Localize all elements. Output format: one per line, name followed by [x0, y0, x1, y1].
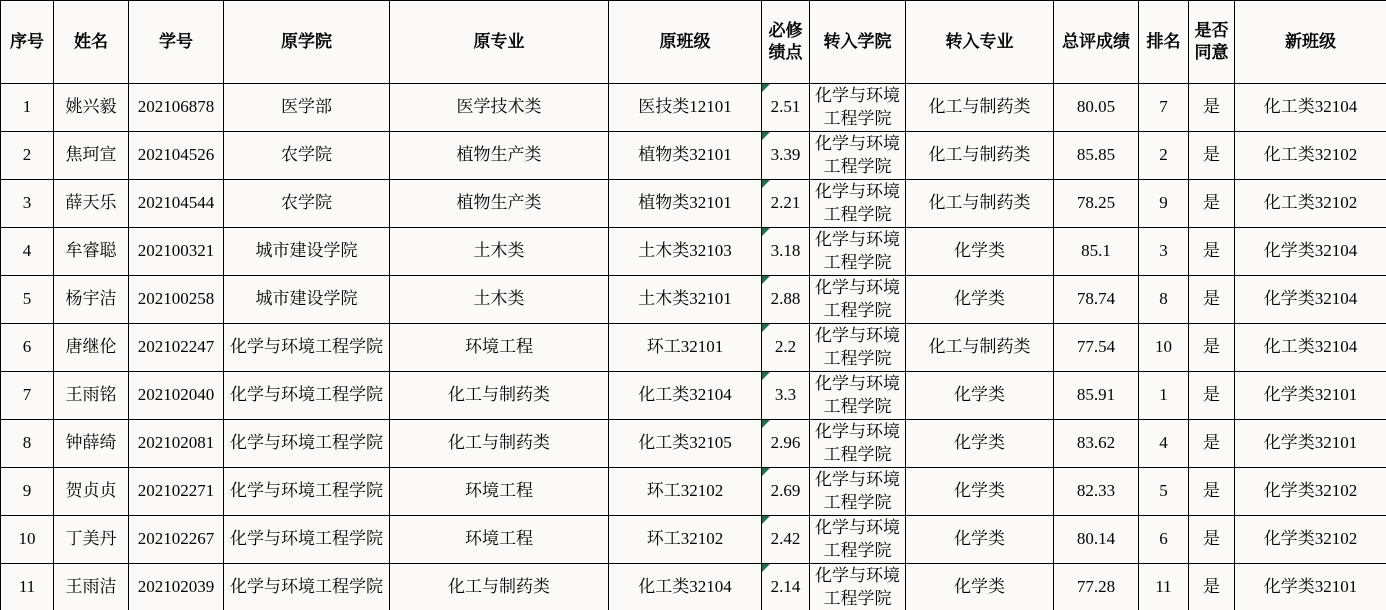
cell-paiming[interactable]: 10: [1139, 324, 1189, 372]
table-row: [1, 324, 1386, 372]
cell-yuan-zhuanye[interactable]: 土木类: [390, 276, 609, 324]
table-row: [1, 516, 1386, 564]
cell-xingming[interactable]: 丁美丹: [54, 516, 129, 564]
cell-bixiu-jidian[interactable]: [762, 276, 810, 324]
cell-bixiu-jidian[interactable]: [762, 420, 810, 468]
cell-xin-banji[interactable]: 化学类32102: [1235, 516, 1386, 564]
cell-xingming[interactable]: 贺贞贞: [54, 468, 129, 516]
cell-xuhao[interactable]: 2: [1, 132, 54, 180]
cell-zhuanru-xueyuan[interactable]: 化学与环境工程学院: [810, 132, 906, 180]
cell-xuehao[interactable]: 202102271: [129, 468, 224, 516]
cell-xuhao[interactable]: 8: [1, 420, 54, 468]
cell-zongping-chengji[interactable]: 85.91: [1054, 372, 1139, 420]
cell-zhuanru-xueyuan[interactable]: 化学与环境工程学院: [810, 468, 906, 516]
cell-yuan-zhuanye[interactable]: 化工与制药类: [390, 420, 609, 468]
cell-xin-banji[interactable]: 化学类32101: [1235, 564, 1386, 610]
stored-as-text-green-triangle-icon: [762, 228, 770, 236]
cell-yuan-xueyuan[interactable]: 城市建设学院: [224, 228, 390, 276]
cell-xuhao[interactable]: 6: [1, 324, 54, 372]
cell-bixiu-jidian[interactable]: [762, 516, 810, 564]
cell-value: 3.3: [774, 385, 797, 405]
cell-yuan-banji[interactable]: 化工类32105: [609, 420, 762, 468]
cell-shifou-tongyi[interactable]: 是: [1189, 276, 1235, 324]
cell-xuehao[interactable]: 202102039: [129, 564, 224, 610]
cell-xuhao[interactable]: 10: [1, 516, 54, 564]
cell-yuan-xueyuan[interactable]: 化学与环境工程学院: [224, 516, 390, 564]
table-row: [1, 228, 1386, 276]
cell-zongping-chengji[interactable]: 80.05: [1054, 84, 1139, 132]
cell-yuan-xueyuan[interactable]: 化学与环境工程学院: [224, 564, 390, 610]
cell-xuhao[interactable]: 7: [1, 372, 54, 420]
cell-yuan-zhuanye[interactable]: 环境工程: [390, 516, 609, 564]
cell-xuehao[interactable]: 202104526: [129, 132, 224, 180]
cell-xuhao[interactable]: 11: [1, 564, 54, 610]
cell-zongping-chengji[interactable]: 83.62: [1054, 420, 1139, 468]
cell-xuhao[interactable]: 1: [1, 84, 54, 132]
cell-shifou-tongyi[interactable]: 是: [1189, 84, 1235, 132]
cell-paiming[interactable]: 11: [1139, 564, 1189, 610]
cell-yuan-xueyuan[interactable]: 医学部: [224, 84, 390, 132]
cell-yuan-xueyuan[interactable]: 城市建设学院: [224, 276, 390, 324]
cell-xin-banji[interactable]: 化学类32104: [1235, 276, 1386, 324]
stored-as-text-green-triangle-icon: [762, 180, 770, 188]
cell-zhuanru-xueyuan[interactable]: 化学与环境工程学院: [810, 324, 906, 372]
cell-value: 2.96: [770, 433, 801, 453]
table-row: [1, 276, 1386, 324]
cell-paiming[interactable]: 3: [1139, 228, 1189, 276]
cell-yuan-banji[interactable]: 植物类32101: [609, 180, 762, 228]
cell-value: 2.2: [774, 337, 797, 357]
cell-paiming[interactable]: 2: [1139, 132, 1189, 180]
cell-bixiu-jidian[interactable]: [762, 132, 810, 180]
cell-bixiu-jidian[interactable]: [762, 324, 810, 372]
cell-zongping-chengji[interactable]: 80.14: [1054, 516, 1139, 564]
column-header-paiming[interactable]: 排名: [1139, 1, 1189, 84]
cell-xingming[interactable]: 薛天乐: [54, 180, 129, 228]
column-header-zongping-chengji[interactable]: 总评成绩: [1054, 1, 1139, 84]
cell-value: 2.14: [770, 577, 801, 597]
column-header-bixiu-jidian[interactable]: 必修绩点: [762, 1, 810, 84]
cell-value: 2.69: [770, 481, 801, 501]
cell-shifou-tongyi[interactable]: 是: [1189, 324, 1235, 372]
cell-xuehao[interactable]: 202106878: [129, 84, 224, 132]
table-row: [1, 420, 1386, 468]
cell-bixiu-jidian[interactable]: [762, 84, 810, 132]
stored-as-text-green-triangle-icon: [762, 420, 770, 428]
cell-yuan-zhuanye[interactable]: 环境工程: [390, 324, 609, 372]
cell-value: 3.39: [770, 145, 801, 165]
cell-yuan-xueyuan[interactable]: 化学与环境工程学院: [224, 324, 390, 372]
cell-bixiu-jidian[interactable]: [762, 372, 810, 420]
table-row: [1, 180, 1386, 228]
cell-paiming[interactable]: 5: [1139, 468, 1189, 516]
stored-as-text-green-triangle-icon: [762, 276, 770, 284]
column-header-zhuanru-zhuanye[interactable]: 转入专业: [906, 1, 1054, 84]
cell-xin-banji[interactable]: 化学类32101: [1235, 372, 1386, 420]
cell-zhuanru-xueyuan[interactable]: 化学与环境工程学院: [810, 84, 906, 132]
cell-xingming[interactable]: 杨宇洁: [54, 276, 129, 324]
cell-bixiu-jidian[interactable]: [762, 180, 810, 228]
cell-zhuanru-zhuanye[interactable]: 化学类: [906, 372, 1054, 420]
cell-xuehao[interactable]: 202104544: [129, 180, 224, 228]
cell-shifou-tongyi[interactable]: 是: [1189, 228, 1235, 276]
table-row: [1, 132, 1386, 180]
cell-zhuanru-zhuanye[interactable]: 化学类: [906, 564, 1054, 610]
cell-xingming[interactable]: 唐继伦: [54, 324, 129, 372]
cell-value: 2.88: [770, 289, 801, 309]
cell-zhuanru-xueyuan[interactable]: 化学与环境工程学院: [810, 564, 906, 610]
cell-zhuanru-zhuanye[interactable]: 化工与制药类: [906, 84, 1054, 132]
cell-xuehao[interactable]: 202102267: [129, 516, 224, 564]
cell-zongping-chengji[interactable]: 77.28: [1054, 564, 1139, 610]
cell-xin-banji[interactable]: 化工类32104: [1235, 84, 1386, 132]
cell-shifou-tongyi[interactable]: 是: [1189, 516, 1235, 564]
cell-yuan-xueyuan[interactable]: 化学与环境工程学院: [224, 372, 390, 420]
cell-zhuanru-zhuanye[interactable]: 化工与制药类: [906, 324, 1054, 372]
cell-bixiu-jidian[interactable]: [762, 564, 810, 610]
cell-xuehao[interactable]: 202102247: [129, 324, 224, 372]
cell-xin-banji[interactable]: 化工类32104: [1235, 324, 1386, 372]
cell-xingming[interactable]: 姚兴毅: [54, 84, 129, 132]
cell-yuan-xueyuan[interactable]: 化学与环境工程学院: [224, 468, 390, 516]
cell-shifou-tongyi[interactable]: 是: [1189, 372, 1235, 420]
cell-zhuanru-xueyuan[interactable]: 化学与环境工程学院: [810, 276, 906, 324]
column-header-xuehao[interactable]: 学号: [129, 1, 224, 84]
stored-as-text-green-triangle-icon: [762, 468, 770, 476]
cell-zongping-chengji[interactable]: 78.74: [1054, 276, 1139, 324]
cell-yuan-zhuanye[interactable]: 土木类: [390, 228, 609, 276]
cell-zhuanru-zhuanye[interactable]: 化工与制药类: [906, 132, 1054, 180]
cell-xingming[interactable]: 焦珂宣: [54, 132, 129, 180]
column-header-yuan-xueyuan[interactable]: 原学院: [224, 1, 390, 84]
cell-zongping-chengji[interactable]: 82.33: [1054, 468, 1139, 516]
table-row: [1, 468, 1386, 516]
table-row: [1, 84, 1386, 132]
cell-value: 3.18: [770, 241, 801, 261]
stored-as-text-green-triangle-icon: [762, 564, 770, 572]
cell-yuan-banji[interactable]: 环工32101: [609, 324, 762, 372]
cell-xuehao[interactable]: 202100258: [129, 276, 224, 324]
column-header-xuhao[interactable]: 序号: [1, 1, 54, 84]
cell-zongping-chengji[interactable]: 85.85: [1054, 132, 1139, 180]
cell-value: 2.21: [770, 193, 801, 213]
cell-zongping-chengji[interactable]: 78.25: [1054, 180, 1139, 228]
cell-yuan-xueyuan[interactable]: 农学院: [224, 180, 390, 228]
cell-yuan-xueyuan[interactable]: 化学与环境工程学院: [224, 420, 390, 468]
cell-xuhao[interactable]: 5: [1, 276, 54, 324]
cell-value: 2.42: [770, 529, 801, 549]
cell-yuan-banji[interactable]: 土木类32103: [609, 228, 762, 276]
header-row: [1, 1, 1386, 84]
cell-xuhao[interactable]: 4: [1, 228, 54, 276]
cell-yuan-zhuanye[interactable]: 环境工程: [390, 468, 609, 516]
cell-xin-banji[interactable]: 化学类32101: [1235, 420, 1386, 468]
table-row: [1, 372, 1386, 420]
cell-shifou-tongyi[interactable]: 是: [1189, 132, 1235, 180]
cell-zhuanru-xueyuan[interactable]: 化学与环境工程学院: [810, 228, 906, 276]
table-row: [1, 564, 1386, 610]
cell-yuan-banji[interactable]: 环工32102: [609, 516, 762, 564]
cell-zhuanru-zhuanye[interactable]: 化学类: [906, 516, 1054, 564]
cell-paiming[interactable]: 6: [1139, 516, 1189, 564]
cell-paiming[interactable]: 7: [1139, 84, 1189, 132]
cell-yuan-zhuanye[interactable]: 化工与制药类: [390, 372, 609, 420]
cell-zhuanru-zhuanye[interactable]: 化学类: [906, 276, 1054, 324]
cell-xuehao[interactable]: 202100321: [129, 228, 224, 276]
stored-as-text-green-triangle-icon: [762, 516, 770, 524]
cell-bixiu-jidian[interactable]: [762, 228, 810, 276]
cell-paiming[interactable]: 4: [1139, 420, 1189, 468]
cell-yuan-banji[interactable]: 植物类32101: [609, 132, 762, 180]
cell-yuan-banji[interactable]: 医技类12101: [609, 84, 762, 132]
cell-xingming[interactable]: 王雨洁: [54, 564, 129, 610]
stored-as-text-green-triangle-icon: [762, 132, 770, 140]
column-header-xin-banji[interactable]: 新班级: [1235, 1, 1386, 84]
cell-xin-banji[interactable]: 化学类32104: [1235, 228, 1386, 276]
cell-zhuanru-xueyuan[interactable]: 化学与环境工程学院: [810, 372, 906, 420]
column-header-yuan-zhuanye[interactable]: 原专业: [390, 1, 609, 84]
cell-zhuanru-xueyuan[interactable]: 化学与环境工程学院: [810, 516, 906, 564]
cell-yuan-banji[interactable]: 化工类32104: [609, 372, 762, 420]
cell-xingming[interactable]: 钟薛绮: [54, 420, 129, 468]
cell-zongping-chengji[interactable]: 85.1: [1054, 228, 1139, 276]
stored-as-text-green-triangle-icon: [762, 84, 770, 92]
cell-shifou-tongyi[interactable]: 是: [1189, 180, 1235, 228]
cell-yuan-zhuanye[interactable]: 植物生产类: [390, 132, 609, 180]
cell-zongping-chengji[interactable]: 77.54: [1054, 324, 1139, 372]
cell-xin-banji[interactable]: 化工类32102: [1235, 132, 1386, 180]
cell-xingming[interactable]: 王雨铭: [54, 372, 129, 420]
cell-value: 2.51: [770, 97, 801, 117]
table-body: [1, 84, 1386, 610]
cell-zhuanru-zhuanye[interactable]: 化工与制药类: [906, 180, 1054, 228]
cell-zhuanru-zhuanye[interactable]: 化学类: [906, 228, 1054, 276]
cell-zhuanru-zhuanye[interactable]: 化学类: [906, 420, 1054, 468]
cell-yuan-banji[interactable]: 环工32102: [609, 468, 762, 516]
stored-as-text-green-triangle-icon: [762, 324, 770, 332]
cell-yuan-banji[interactable]: 土木类32101: [609, 276, 762, 324]
cell-yuan-banji[interactable]: 化工类32104: [609, 564, 762, 610]
cell-zhuanru-zhuanye[interactable]: 化学类: [906, 468, 1054, 516]
cell-paiming[interactable]: 8: [1139, 276, 1189, 324]
cell-xingming[interactable]: 牟睿聪: [54, 228, 129, 276]
cell-shifou-tongyi[interactable]: 是: [1189, 564, 1235, 610]
cell-xuhao[interactable]: 9: [1, 468, 54, 516]
column-header-yuan-banji[interactable]: 原班级: [609, 1, 762, 84]
cell-paiming[interactable]: 9: [1139, 180, 1189, 228]
column-header-shifou-tongyi[interactable]: 是否同意: [1189, 1, 1235, 84]
cell-yuan-zhuanye[interactable]: 医学技术类: [390, 84, 609, 132]
cell-paiming[interactable]: 1: [1139, 372, 1189, 420]
cell-xuehao[interactable]: 202102040: [129, 372, 224, 420]
stored-as-text-green-triangle-icon: [762, 372, 770, 380]
column-header-xingming[interactable]: 姓名: [54, 1, 129, 84]
cell-shifou-tongyi[interactable]: 是: [1189, 468, 1235, 516]
cell-yuan-zhuanye[interactable]: 植物生产类: [390, 180, 609, 228]
cell-zhuanru-xueyuan[interactable]: 化学与环境工程学院: [810, 180, 906, 228]
cell-xuehao[interactable]: 202102081: [129, 420, 224, 468]
cell-yuan-xueyuan[interactable]: 农学院: [224, 132, 390, 180]
cell-bixiu-jidian[interactable]: [762, 468, 810, 516]
cell-yuan-zhuanye[interactable]: 化工与制药类: [390, 564, 609, 610]
cell-xin-banji[interactable]: 化工类32102: [1235, 180, 1386, 228]
cell-zhuanru-xueyuan[interactable]: 化学与环境工程学院: [810, 420, 906, 468]
table-header: [1, 1, 1386, 84]
cell-xin-banji[interactable]: 化学类32102: [1235, 468, 1386, 516]
cell-xuhao[interactable]: 3: [1, 180, 54, 228]
cell-shifou-tongyi[interactable]: 是: [1189, 420, 1235, 468]
column-header-zhuanru-xueyuan[interactable]: 转入学院: [810, 1, 906, 84]
